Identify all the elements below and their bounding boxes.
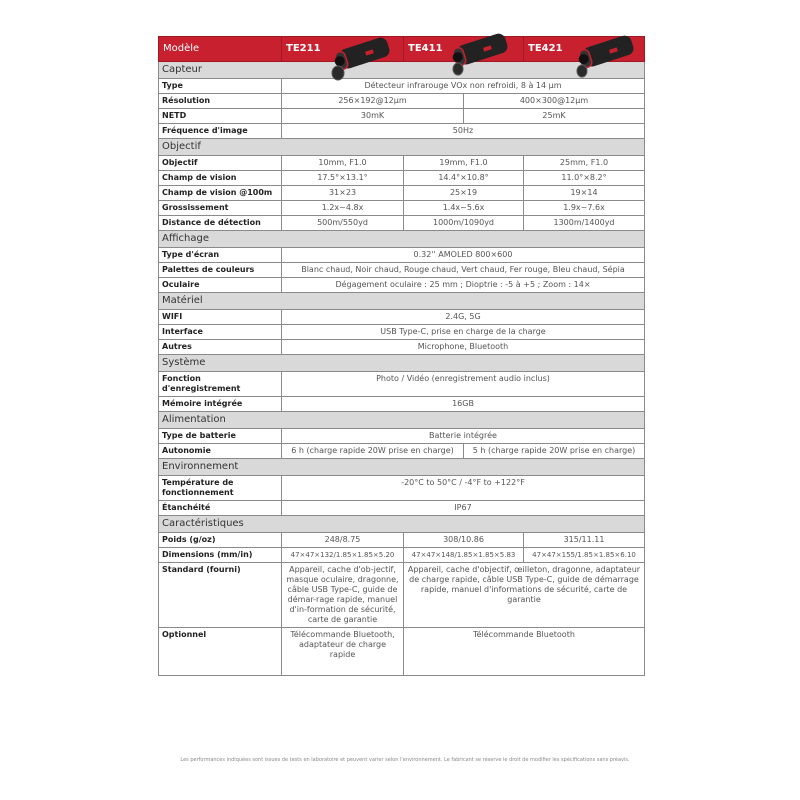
row-poids <box>159 533 645 548</box>
row-value: 400×300@12µm <box>464 94 645 109</box>
row-label: Distance de détection <box>159 216 282 231</box>
row-label: Étanchéité <box>159 501 282 516</box>
section-systeme <box>159 355 645 372</box>
row-value: Dégagement oculaire : 25 mm ; Dioptrie : -5 à +5 ; Zoom : 14× <box>282 278 645 293</box>
row-value: USB Type-C, prise en charge de la charge <box>282 325 645 340</box>
row-value: 25mm, F1.0 <box>524 156 645 171</box>
row-type <box>159 79 645 94</box>
row-value: Blanc chaud, Noir chaud, Rouge chaud, Vert chaud, Fer rouge, Bleu chaud, Sépia <box>282 263 645 278</box>
spec-table <box>158 36 645 676</box>
section-objectif <box>159 139 645 156</box>
row-value: 10mm, F1.0 <box>282 156 404 171</box>
section-environnement <box>159 459 645 476</box>
row-value: Détecteur infrarouge VOx non refroidi, 8 à 14 µm <box>282 79 645 94</box>
row-label: NETD <box>159 109 282 124</box>
row-value: 500m/550yd <box>282 216 404 231</box>
row-label: Interface <box>159 325 282 340</box>
row-label: WIFI <box>159 310 282 325</box>
row-value: 19×14 <box>524 186 645 201</box>
model-te411 <box>404 37 524 62</box>
row-value: 25mK <box>464 109 645 124</box>
row-objectif <box>159 156 645 171</box>
row-label: Autres <box>159 340 282 355</box>
thermal-monocular-icon <box>448 31 518 77</box>
row-temperature <box>159 476 645 501</box>
row-palettes <box>159 263 645 278</box>
row-champ100 <box>159 186 645 201</box>
row-label: Fréquence d'image <box>159 124 282 139</box>
row-value: 0.32'' AMOLED 800×600 <box>282 248 645 263</box>
row-value: 11.0°×8.2° <box>524 171 645 186</box>
section-title: Système <box>159 355 645 372</box>
model-label: Modèle <box>159 37 282 62</box>
section-title: Affichage <box>159 231 645 248</box>
row-label: Champ de vision <box>159 171 282 186</box>
section-title: Capteur <box>159 62 645 79</box>
row-label: Résolution <box>159 94 282 109</box>
row-value: 6 h (charge rapide 20W prise en charge) <box>282 444 464 459</box>
row-label: Type <box>159 79 282 94</box>
row-label: Autonomie <box>159 444 282 459</box>
row-label: Objectif <box>159 156 282 171</box>
row-optionnel <box>159 628 645 676</box>
row-value: 19mm, F1.0 <box>404 156 524 171</box>
row-label: Fonction d'enregistrement <box>159 372 282 397</box>
row-label: Palettes de couleurs <box>159 263 282 278</box>
row-value: Appareil, cache d'ob-jectif, masque oculaire, dragonne, câble USB Type-C, guide de démar-rage rapide, manuel d'in-formation de sécurité, carte de garantie <box>282 563 404 628</box>
row-value: -20°C to 50°C / -4°F to +122°F <box>282 476 645 501</box>
row-netd <box>159 109 645 124</box>
row-value: 256×192@12µm <box>282 94 464 109</box>
row-frequence <box>159 124 645 139</box>
thermal-monocular-icon <box>330 35 400 81</box>
model-name: TE211 <box>286 43 321 54</box>
row-value: 47×47×148/1.85×1.85×5.83 <box>404 548 524 563</box>
row-value: 14.4°×10.8° <box>404 171 524 186</box>
row-value: 17.5°×13.1° <box>282 171 404 186</box>
row-value: Batterie intégrée <box>282 429 645 444</box>
row-enregistrement <box>159 372 645 397</box>
row-value: 50Hz <box>282 124 645 139</box>
section-title: Caractéristiques <box>159 516 645 533</box>
row-label: Optionnel <box>159 628 282 676</box>
row-etancheite <box>159 501 645 516</box>
row-ecran <box>159 248 645 263</box>
thermal-monocular-icon <box>574 33 644 79</box>
row-label: Grossissement <box>159 201 282 216</box>
row-batterie <box>159 429 645 444</box>
section-affichage <box>159 231 645 248</box>
row-value: 2.4G, 5G <box>282 310 645 325</box>
row-label: Mémoire intégrée <box>159 397 282 412</box>
row-value: Photo / Vidéo (enregistrement audio inclus) <box>282 372 645 397</box>
row-label: Standard (fourni) <box>159 563 282 628</box>
row-value: 315/11.11 <box>524 533 645 548</box>
section-title: Matériel <box>159 293 645 310</box>
row-value: 30mK <box>282 109 464 124</box>
row-champ <box>159 171 645 186</box>
row-value: Microphone, Bluetooth <box>282 340 645 355</box>
row-value: 1300m/1400yd <box>524 216 645 231</box>
section-capteur <box>159 62 645 79</box>
section-caracteristiques <box>159 516 645 533</box>
row-value: IP67 <box>282 501 645 516</box>
row-oculaire <box>159 278 645 293</box>
row-value: 1.4x~5.6x <box>404 201 524 216</box>
row-value: Appareil, cache d'objectif, œilleton, dragonne, adaptateur de charge rapide, câble USB Type-C, guide de démarrage rapide, manuel d'informations de sécurité, carte de garantie <box>404 563 645 628</box>
model-name: TE411 <box>408 43 443 54</box>
row-value: 1.9x~7.6x <box>524 201 645 216</box>
row-label: Champ de vision @100m <box>159 186 282 201</box>
row-value: 47×47×132/1.85×1.85×5.20 <box>282 548 404 563</box>
model-te421 <box>524 37 645 62</box>
row-value: Télécommande Bluetooth, adaptateur de charge rapide <box>282 628 404 676</box>
section-title: Environnement <box>159 459 645 476</box>
section-alimentation <box>159 412 645 429</box>
row-value: 308/10.86 <box>404 533 524 548</box>
row-value: 16GB <box>282 397 645 412</box>
row-interface <box>159 325 645 340</box>
row-label: Dimensions (mm/in) <box>159 548 282 563</box>
row-value: Télécommande Bluetooth <box>404 628 645 676</box>
section-title: Objectif <box>159 139 645 156</box>
row-memoire <box>159 397 645 412</box>
row-value: 5 h (charge rapide 20W prise en charge) <box>464 444 645 459</box>
row-value: 1000m/1090yd <box>404 216 524 231</box>
model-te211 <box>282 37 404 62</box>
row-label: Oculaire <box>159 278 282 293</box>
row-value: 1.2x~4.8x <box>282 201 404 216</box>
section-title: Alimentation <box>159 412 645 429</box>
row-label: Type de batterie <box>159 429 282 444</box>
row-autonomie <box>159 444 645 459</box>
row-wifi <box>159 310 645 325</box>
row-value: 248/8.75 <box>282 533 404 548</box>
row-value: 31×23 <box>282 186 404 201</box>
row-grossissement <box>159 201 645 216</box>
spec-sheet <box>158 36 644 676</box>
row-value: 25×19 <box>404 186 524 201</box>
row-label: Température de fonctionnement <box>159 476 282 501</box>
section-materiel <box>159 293 645 310</box>
row-distance <box>159 216 645 231</box>
row-dimensions <box>159 548 645 563</box>
row-autres <box>159 340 645 355</box>
model-header-row <box>159 37 645 62</box>
row-standard <box>159 563 645 628</box>
model-name: TE421 <box>528 43 563 54</box>
footnote: Les performances indiquées sont issues de tests en laboratoire et peuvent varier selon l'environnement. Le fabricant se réserve le droit de modifier les spécifications sans préavis. <box>180 757 630 763</box>
row-label: Type d'écran <box>159 248 282 263</box>
row-value: 47×47×155/1.85×1.85×6.10 <box>524 548 645 563</box>
row-resolution <box>159 94 645 109</box>
row-label: Poids (g/oz) <box>159 533 282 548</box>
